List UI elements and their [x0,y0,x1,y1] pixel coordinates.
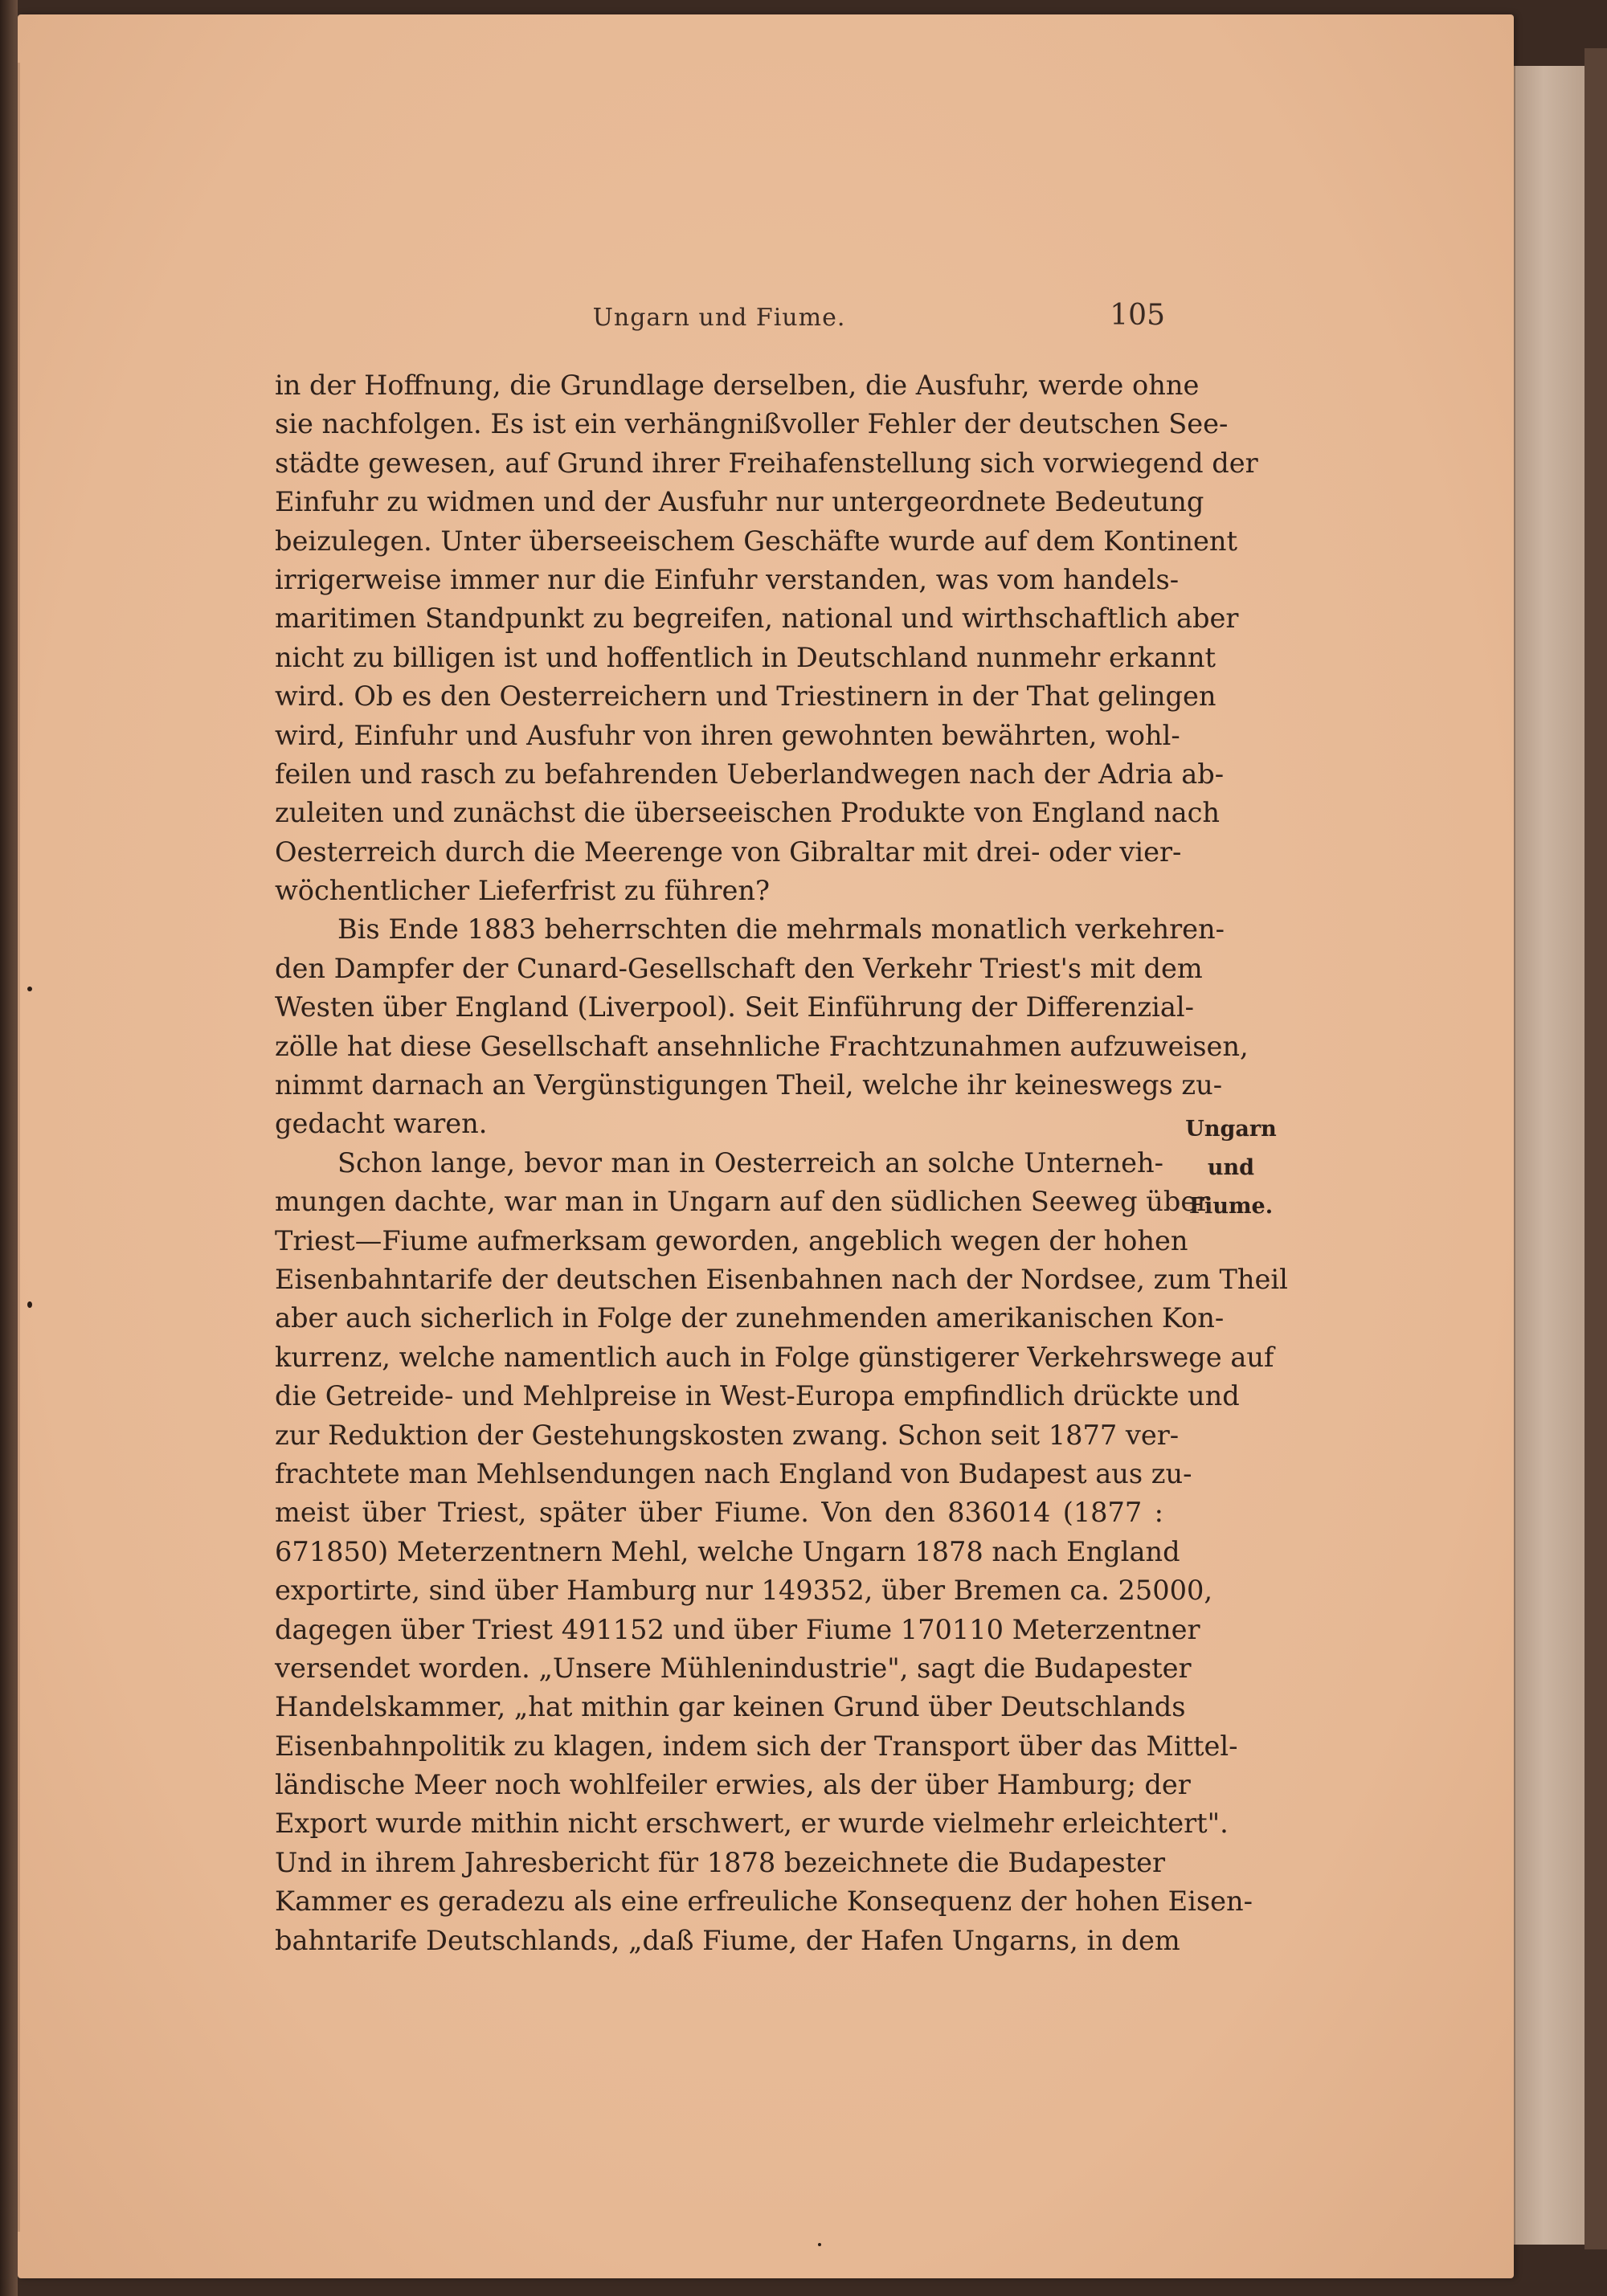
text-line: kurrenz, welche namentlich auch in Folge günstigerer Verkehrswege auf [275,1341,1274,1373]
ink-speck [27,1301,32,1308]
text-line: wöchentlicher Lieferfrist zu führen? [275,875,770,907]
page-number: 105 [1110,299,1165,332]
text-line: feilen und rasch zu befahrenden Ueberlandwegen nach der Adria ab- [275,758,1225,790]
text-line: Eisenbahntarife der deutschen Eisenbahnen nach der Nordsee, zum Theil [275,1263,1288,1295]
running-title: Ungarn und Fiume. [592,304,846,332]
page-edge-strip [1514,66,1586,2245]
text-line: Eisenbahnpolitik zu klagen, indem sich der Transport über das Mittel- [275,1730,1238,1762]
text-line: den Dampfer der Cunard-Gesellschaft den Verkehr Triest's mit dem [275,952,1203,984]
margin-note-line: Fiume. [1188,1194,1274,1219]
ink-speck [818,2243,821,2246]
ink-speck [27,987,32,991]
text-line: in der Hoffnung, die Grundlage derselben, die Ausfuhr, werde ohne [275,370,1200,401]
text-line: Triest—Fiume aufmerksam geworden, angeblich wegen der hohen [275,1224,1188,1256]
text-line: mungen dachte, war man in Ungarn auf den südlichen Seeweg über [275,1186,1210,1218]
text-line: ländische Meer noch wohlfeiler erwies, als der über Hamburg; der [275,1769,1191,1801]
text-line: beizulegen. Unter überseeischem Geschäfte wurde auf dem Kontinent [275,525,1237,557]
text-line: sie nachfolgen. Es ist ein verhängnißvoller Fehler der deutschen See- [275,408,1229,440]
text-line: frachtete man Mehlsendungen nach England von Budapest aus zu- [275,1457,1192,1489]
text-line: zölle hat diese Gesellschaft ansehnliche Frachtzunahmen aufzuweisen, [275,1030,1249,1062]
text-line: meist über Triest, später über Fiume. Von den 836014 (1877 : [275,1497,1163,1529]
text-line: Bis Ende 1883 beherrschten die mehrmals monatlich verkehren- [337,913,1225,946]
binding-shadow [0,0,18,2296]
text-line: aber auch sicherlich in Folge der zunehmenden amerikanischen Kon- [275,1302,1225,1334]
text-line: Kammer es geradezu als eine erfreuliche Konsequenz der hohen Eisen- [275,1885,1253,1918]
text-line: irrigerweise immer nur die Einfuhr verstanden, was vom handels- [275,563,1180,595]
text-line: exportirte, sind über Hamburg nur 149352, über Bremen ca. 25000, [275,1575,1213,1607]
text-line: 671850) Meterzentnern Mehl, welche Ungarn 1878 nach England [275,1535,1180,1567]
text-line: Oesterreich durch die Meerenge von Gibraltar mit drei- oder vier- [275,835,1182,868]
margin-note [1159,1110,1303,1226]
text-line: versendet worden. „Unsere Mühlenindustrie", sagt die Budapester [275,1652,1192,1684]
margin-note-line: Ungarn und [1185,1117,1277,1180]
text-line: nicht zu billigen ist und hoffentlich in Deutschland nunmehr erkannt [275,641,1216,673]
text-line: zuleiten und zunächst die überseeischen Produkte von England nach [275,797,1221,829]
text-line: Und in ihrem Jahresbericht für 1878 bezeichnete die Budapester [275,1846,1166,1878]
text-line: Handelskammer, „hat mithin gar keinen Grund über Deutschlands [275,1691,1186,1723]
text-line: wird, Einfuhr und Ausfuhr von ihren gewohnten bewährten, wohl- [275,719,1180,751]
text-line: bahntarife Deutschlands, „daß Fiume, der Hafen Ungarns, in dem [275,1924,1180,1956]
text-line: städte gewesen, auf Grund ihrer Freihafenstellung sich vorwiegend der [275,447,1258,479]
text-line: nimmt darnach an Vergünstigungen Theil, welche ihr keineswegs zu- [275,1069,1223,1101]
background-edge [1585,48,1607,2249]
text-line: maritimen Standpunkt zu begreifen, national und wirthschaftlich aber [275,603,1239,635]
text-line: die Getreide- und Mehlpreise in West-Europa empfindlich drückte und [275,1380,1240,1412]
text-line: Schon lange, bevor man in Oesterreich an solche Unterneh- [337,1146,1163,1179]
text-line: dagegen über Triest 491152 und über Fiume 170110 Meterzentner [275,1613,1200,1645]
text-line: Westen über England (Liverpool). Seit Einführung der Differenzial- [275,991,1194,1023]
text-line: Einfuhr zu widmen und der Ausfuhr nur untergeordnete Bedeutung [275,486,1204,518]
text-line: Export wurde mithin nicht erschwert, er wurde vielmehr erleichtert". [275,1808,1229,1840]
text-line: gedacht waren. [275,1108,488,1140]
running-header [273,299,1165,339]
text-line: wird. Ob es den Oesterreichern und Triestinern in der That gelingen [275,680,1216,713]
gutter-line [18,63,20,2232]
text-line: zur Reduktion der Gestehungskosten zwang. Schon seit 1877 ver- [275,1419,1180,1451]
